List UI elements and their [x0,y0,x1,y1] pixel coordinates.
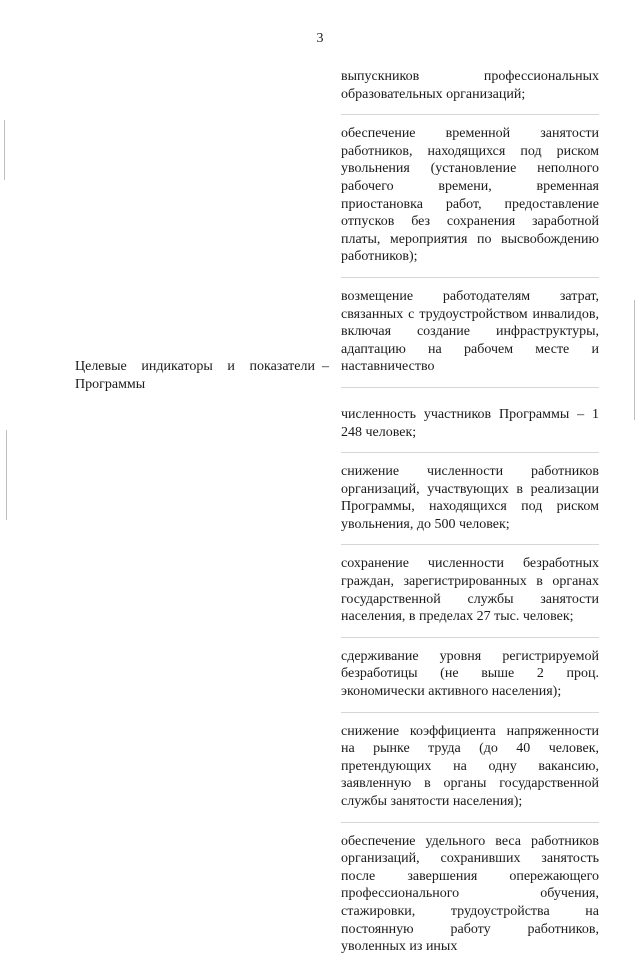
indicator-item-6: обеспечение удельного веса работников организаций, сохранивших занятость после завершения опережающего профессионального обучения, стажировки, трудоустройства на постоянную работу работников, уволенных из иных [341,833,599,955]
continuation-item-2: обеспечение временной занятости работников, находящихся под риском увольнения (установление неполного рабочего времени, временная приостановка работ, предоставление отпусков без сохранения заработной платы, мероприятия по высвобождению работников); [341,126,599,265]
item-divider [341,637,599,638]
page-number: 3 [316,31,324,46]
scan-artifact [6,430,7,520]
indicator-item-4: сдерживание уровня регистрируемой безработицы (не выше 2 проц. экономически активного населения); [341,648,599,700]
indicators-label-column [75,358,333,404]
indicators-section-label: Целевые индикаторы и показатели Программы [75,359,315,392]
label-dash: – [322,359,329,374]
scan-artifact [4,120,5,180]
section-divider [341,387,599,388]
indicator-item-1: численность участников Программы – 1 248 человек; [341,406,599,440]
indicator-item-3: сохранение численности безработных граждан, зарегистрированных в органах государственной службы занятости населения, в пределах 27 тыс. человек; [341,556,599,625]
item-divider [341,822,599,823]
indicator-item-5: снижение коэффициента напряженности на рынке труда (до 40 человек, претендующих на одну вакансию, заявленную в органы государственной службы занятости населения); [341,723,599,809]
item-divider [341,452,599,453]
scan-artifact [634,300,635,420]
continuation-item-1: выпускников профессиональных образовательных организаций; [341,69,599,102]
item-divider [341,114,599,115]
indicator-item-2: снижение численности работников организаций, участвующих в реализации Программы, находящихся под риском увольнения, до 500 человек; [341,464,599,532]
item-divider [341,544,599,545]
continuation-item-3: возмещение работодателям затрат, связанных с трудоустройством инвалидов, включая создание инфраструктуры, адаптацию на рабочем месте и наставничество [341,288,599,375]
programme-details-column [341,68,599,967]
item-divider [341,277,599,278]
item-divider [341,712,599,713]
